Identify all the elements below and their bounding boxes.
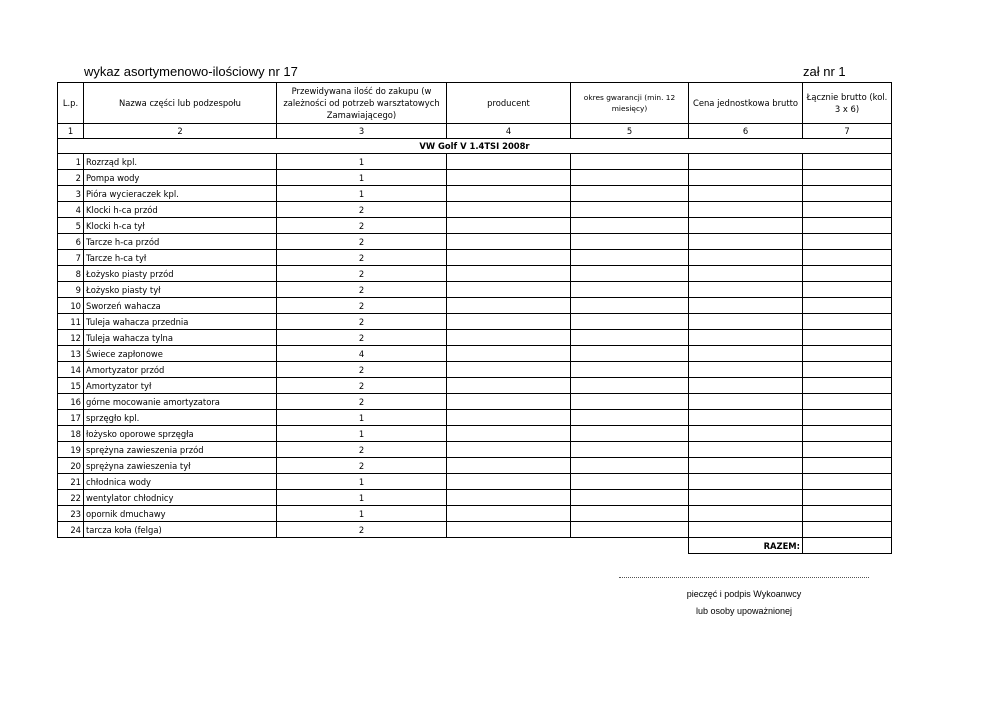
row-part-name: opornik dmuchawy [84,506,277,522]
table-row [58,362,892,378]
row-unit-price-cell[interactable] [689,234,803,250]
row-part-name: Tarcze h-ca tył [84,250,277,266]
annex-label: zał nr 1 [803,64,846,79]
row-unit-price-cell[interactable] [689,410,803,426]
column-number: 6 [689,124,803,139]
row-part-name: Łożysko piasty tył [84,282,277,298]
row-warranty-cell[interactable] [571,250,689,266]
row-producer-cell[interactable] [447,410,571,426]
row-total-cell[interactable] [803,298,892,314]
row-lp: 13 [58,346,84,362]
total-spacer [58,538,689,554]
header-producer: producent [447,83,571,124]
header-unit-price: Cena jednostkowa brutto [689,83,803,124]
row-producer-cell[interactable] [447,426,571,442]
group-row [58,139,892,154]
row-part-name: łożysko oporowe sprzęgła [84,426,277,442]
row-unit-price-cell[interactable] [689,378,803,394]
row-warranty-cell[interactable] [571,298,689,314]
row-total-cell[interactable] [803,266,892,282]
total-row [58,538,892,554]
row-warranty-cell[interactable] [571,314,689,330]
row-producer-cell[interactable] [447,394,571,410]
row-producer-cell[interactable] [447,314,571,330]
header-qty: Przewidywana ilość do zakupu (w zależności od potrzeb warsztatowych Zamawiającego) [277,83,447,124]
row-quantity: 2 [277,330,447,346]
row-quantity: 1 [277,186,447,202]
row-warranty-cell[interactable] [571,362,689,378]
row-lp: 20 [58,458,84,474]
row-producer-cell[interactable] [447,266,571,282]
row-producer-cell[interactable] [447,490,571,506]
row-lp: 9 [58,282,84,298]
row-producer-cell[interactable] [447,282,571,298]
row-unit-price-cell[interactable] [689,442,803,458]
row-total-cell[interactable] [803,186,892,202]
row-part-name: sprężyna zawieszenia przód [84,442,277,458]
signature-caption-2: lub osoby upoważnionej [695,606,793,616]
table-row [58,186,892,202]
row-unit-price-cell[interactable] [689,330,803,346]
row-total-cell[interactable] [803,314,892,330]
signature-line [619,577,869,578]
row-unit-price-cell[interactable] [689,298,803,314]
row-total-cell[interactable] [803,410,892,426]
row-producer-cell[interactable] [447,234,571,250]
row-part-name: Klocki h-ca przód [84,202,277,218]
row-unit-price-cell[interactable] [689,506,803,522]
row-warranty-cell[interactable] [571,458,689,474]
row-producer-cell[interactable] [447,218,571,234]
row-producer-cell[interactable] [447,186,571,202]
assortment-table [57,82,892,554]
row-lp: 8 [58,266,84,282]
row-part-name: Pompa wody [84,170,277,186]
row-part-name: chłodnica wody [84,474,277,490]
row-part-name: sprzęgło kpl. [84,410,277,426]
row-part-name: Rozrząd kpl. [84,154,277,170]
table-row [58,410,892,426]
row-part-name: Świece zapłonowe [84,346,277,362]
row-producer-cell[interactable] [447,202,571,218]
row-lp: 3 [58,186,84,202]
row-quantity: 2 [277,314,447,330]
row-unit-price-cell[interactable] [689,266,803,282]
row-total-cell[interactable] [803,442,892,458]
row-producer-cell[interactable] [447,154,571,170]
row-total-cell[interactable] [803,362,892,378]
row-part-name: sprężyna zawieszenia tył [84,458,277,474]
row-total-cell[interactable] [803,490,892,506]
row-unit-price-cell[interactable] [689,474,803,490]
row-quantity: 2 [277,458,447,474]
row-lp: 2 [58,170,84,186]
row-total-cell[interactable] [803,330,892,346]
row-quantity: 2 [277,362,447,378]
row-unit-price-cell[interactable] [689,202,803,218]
header-lp: L.p. [58,83,84,124]
row-quantity: 2 [277,266,447,282]
row-producer-cell[interactable] [447,346,571,362]
row-quantity: 2 [277,442,447,458]
row-part-name: Pióra wycieraczek kpl. [84,186,277,202]
table-row [58,490,892,506]
row-total-cell[interactable] [803,282,892,298]
row-lp: 4 [58,202,84,218]
row-producer-cell[interactable] [447,330,571,346]
row-total-cell[interactable] [803,506,892,522]
row-part-name: Łożysko piasty przód [84,266,277,282]
column-number: 3 [277,124,447,139]
row-part-name: górne mocowanie amortyzatora [84,394,277,410]
table-row [58,250,892,266]
row-lp: 17 [58,410,84,426]
row-total-cell[interactable] [803,218,892,234]
row-producer-cell[interactable] [447,170,571,186]
table-row [58,474,892,490]
row-unit-price-cell[interactable] [689,426,803,442]
row-lp: 19 [58,442,84,458]
column-number-row [58,124,892,139]
row-producer-cell[interactable] [447,250,571,266]
signature-caption: pieczęć i podpis Wykoanwcy [686,589,802,599]
header-total: Łącznie brutto (kol. 3 x 6) [803,83,892,124]
row-lp: 22 [58,490,84,506]
row-warranty-cell[interactable] [571,506,689,522]
row-lp: 16 [58,394,84,410]
row-quantity: 2 [277,218,447,234]
table-row [58,378,892,394]
row-producer-cell[interactable] [447,458,571,474]
row-producer-cell[interactable] [447,474,571,490]
row-part-name: Tarcze h-ca przód [84,234,277,250]
row-quantity: 2 [277,522,447,538]
table-row [58,442,892,458]
row-lp: 6 [58,234,84,250]
row-producer-cell[interactable] [447,362,571,378]
row-unit-price-cell[interactable] [689,250,803,266]
table-row [58,458,892,474]
row-unit-price-cell[interactable] [689,218,803,234]
row-part-name: tarcza koła (felga) [84,522,277,538]
row-unit-price-cell[interactable] [689,458,803,474]
row-warranty-cell[interactable] [571,218,689,234]
row-lp: 1 [58,154,84,170]
row-quantity: 2 [277,298,447,314]
row-quantity: 2 [277,234,447,250]
row-warranty-cell[interactable] [571,330,689,346]
column-number: 7 [803,124,892,139]
group-title: VW Golf V 1.4TSI 2008r [58,139,892,154]
row-producer-cell[interactable] [447,522,571,538]
row-lp: 15 [58,378,84,394]
row-lp: 21 [58,474,84,490]
document-title: wykaz asortymenowo-ilościowy nr 17 [84,64,298,79]
row-part-name: Amortyzator tył [84,378,277,394]
row-lp: 24 [58,522,84,538]
row-quantity: 1 [277,426,447,442]
row-total-cell[interactable] [803,170,892,186]
row-quantity: 2 [277,282,447,298]
row-quantity: 1 [277,474,447,490]
row-quantity: 2 [277,250,447,266]
row-quantity: 1 [277,410,447,426]
row-warranty-cell[interactable] [571,378,689,394]
table-row [58,298,892,314]
row-unit-price-cell[interactable] [689,154,803,170]
table-row [58,154,892,170]
header-name: Nazwa części lub podzespołu [84,83,277,124]
total-value-cell[interactable] [803,538,892,554]
row-total-cell[interactable] [803,378,892,394]
row-total-cell[interactable] [803,346,892,362]
row-warranty-cell[interactable] [571,170,689,186]
table-row [58,234,892,250]
row-warranty-cell[interactable] [571,346,689,362]
row-lp: 12 [58,330,84,346]
row-part-name: Tuleja wahacza przednia [84,314,277,330]
row-producer-cell[interactable] [447,298,571,314]
table-row [58,426,892,442]
row-producer-cell[interactable] [447,378,571,394]
row-unit-price-cell[interactable] [689,314,803,330]
header-row [58,83,892,124]
row-total-cell[interactable] [803,154,892,170]
row-total-cell[interactable] [803,474,892,490]
row-lp: 14 [58,362,84,378]
row-total-cell[interactable] [803,522,892,538]
row-unit-price-cell[interactable] [689,522,803,538]
row-producer-cell[interactable] [447,442,571,458]
row-quantity: 1 [277,490,447,506]
row-quantity: 2 [277,202,447,218]
row-part-name: Klocki h-ca tył [84,218,277,234]
row-warranty-cell[interactable] [571,202,689,218]
row-warranty-cell[interactable] [571,266,689,282]
row-quantity: 4 [277,346,447,362]
column-number: 2 [84,124,277,139]
total-label: RAZEM: [689,538,803,554]
row-quantity: 2 [277,394,447,410]
row-part-name: Sworzeń wahacza [84,298,277,314]
row-warranty-cell[interactable] [571,186,689,202]
column-number: 5 [571,124,689,139]
row-total-cell[interactable] [803,234,892,250]
row-lp: 10 [58,298,84,314]
row-warranty-cell[interactable] [571,426,689,442]
row-unit-price-cell[interactable] [689,186,803,202]
table-row [58,282,892,298]
row-warranty-cell[interactable] [571,442,689,458]
row-unit-price-cell[interactable] [689,394,803,410]
row-lp: 11 [58,314,84,330]
row-part-name: Tuleja wahacza tylna [84,330,277,346]
table-row [58,506,892,522]
table-row [58,346,892,362]
table-row [58,330,892,346]
row-warranty-cell[interactable] [571,410,689,426]
table-row [58,218,892,234]
row-lp: 18 [58,426,84,442]
row-quantity: 1 [277,170,447,186]
row-quantity: 1 [277,506,447,522]
column-number: 4 [447,124,571,139]
row-unit-price-cell[interactable] [689,282,803,298]
row-lp: 23 [58,506,84,522]
row-unit-price-cell[interactable] [689,170,803,186]
table-row [58,170,892,186]
table-row [58,522,892,538]
table-row [58,394,892,410]
row-warranty-cell[interactable] [571,234,689,250]
row-total-cell[interactable] [803,250,892,266]
row-unit-price-cell[interactable] [689,346,803,362]
row-part-name: wentylator chłodnicy [84,490,277,506]
table-row [58,266,892,282]
table-row [58,314,892,330]
row-total-cell[interactable] [803,202,892,218]
row-total-cell[interactable] [803,426,892,442]
row-warranty-cell[interactable] [571,474,689,490]
row-lp: 7 [58,250,84,266]
row-unit-price-cell[interactable] [689,362,803,378]
row-warranty-cell[interactable] [571,282,689,298]
row-quantity: 1 [277,154,447,170]
row-part-name: Amortyzator przód [84,362,277,378]
row-total-cell[interactable] [803,394,892,410]
row-quantity: 2 [277,378,447,394]
table-row [58,202,892,218]
row-unit-price-cell[interactable] [689,490,803,506]
row-total-cell[interactable] [803,458,892,474]
row-lp: 5 [58,218,84,234]
row-warranty-cell[interactable] [571,522,689,538]
header-warranty: okres gwarancji (min. 12 miesięcy) [571,83,689,124]
column-number: 1 [58,124,84,139]
row-warranty-cell[interactable] [571,394,689,410]
row-warranty-cell[interactable] [571,490,689,506]
row-warranty-cell[interactable] [571,154,689,170]
row-producer-cell[interactable] [447,506,571,522]
